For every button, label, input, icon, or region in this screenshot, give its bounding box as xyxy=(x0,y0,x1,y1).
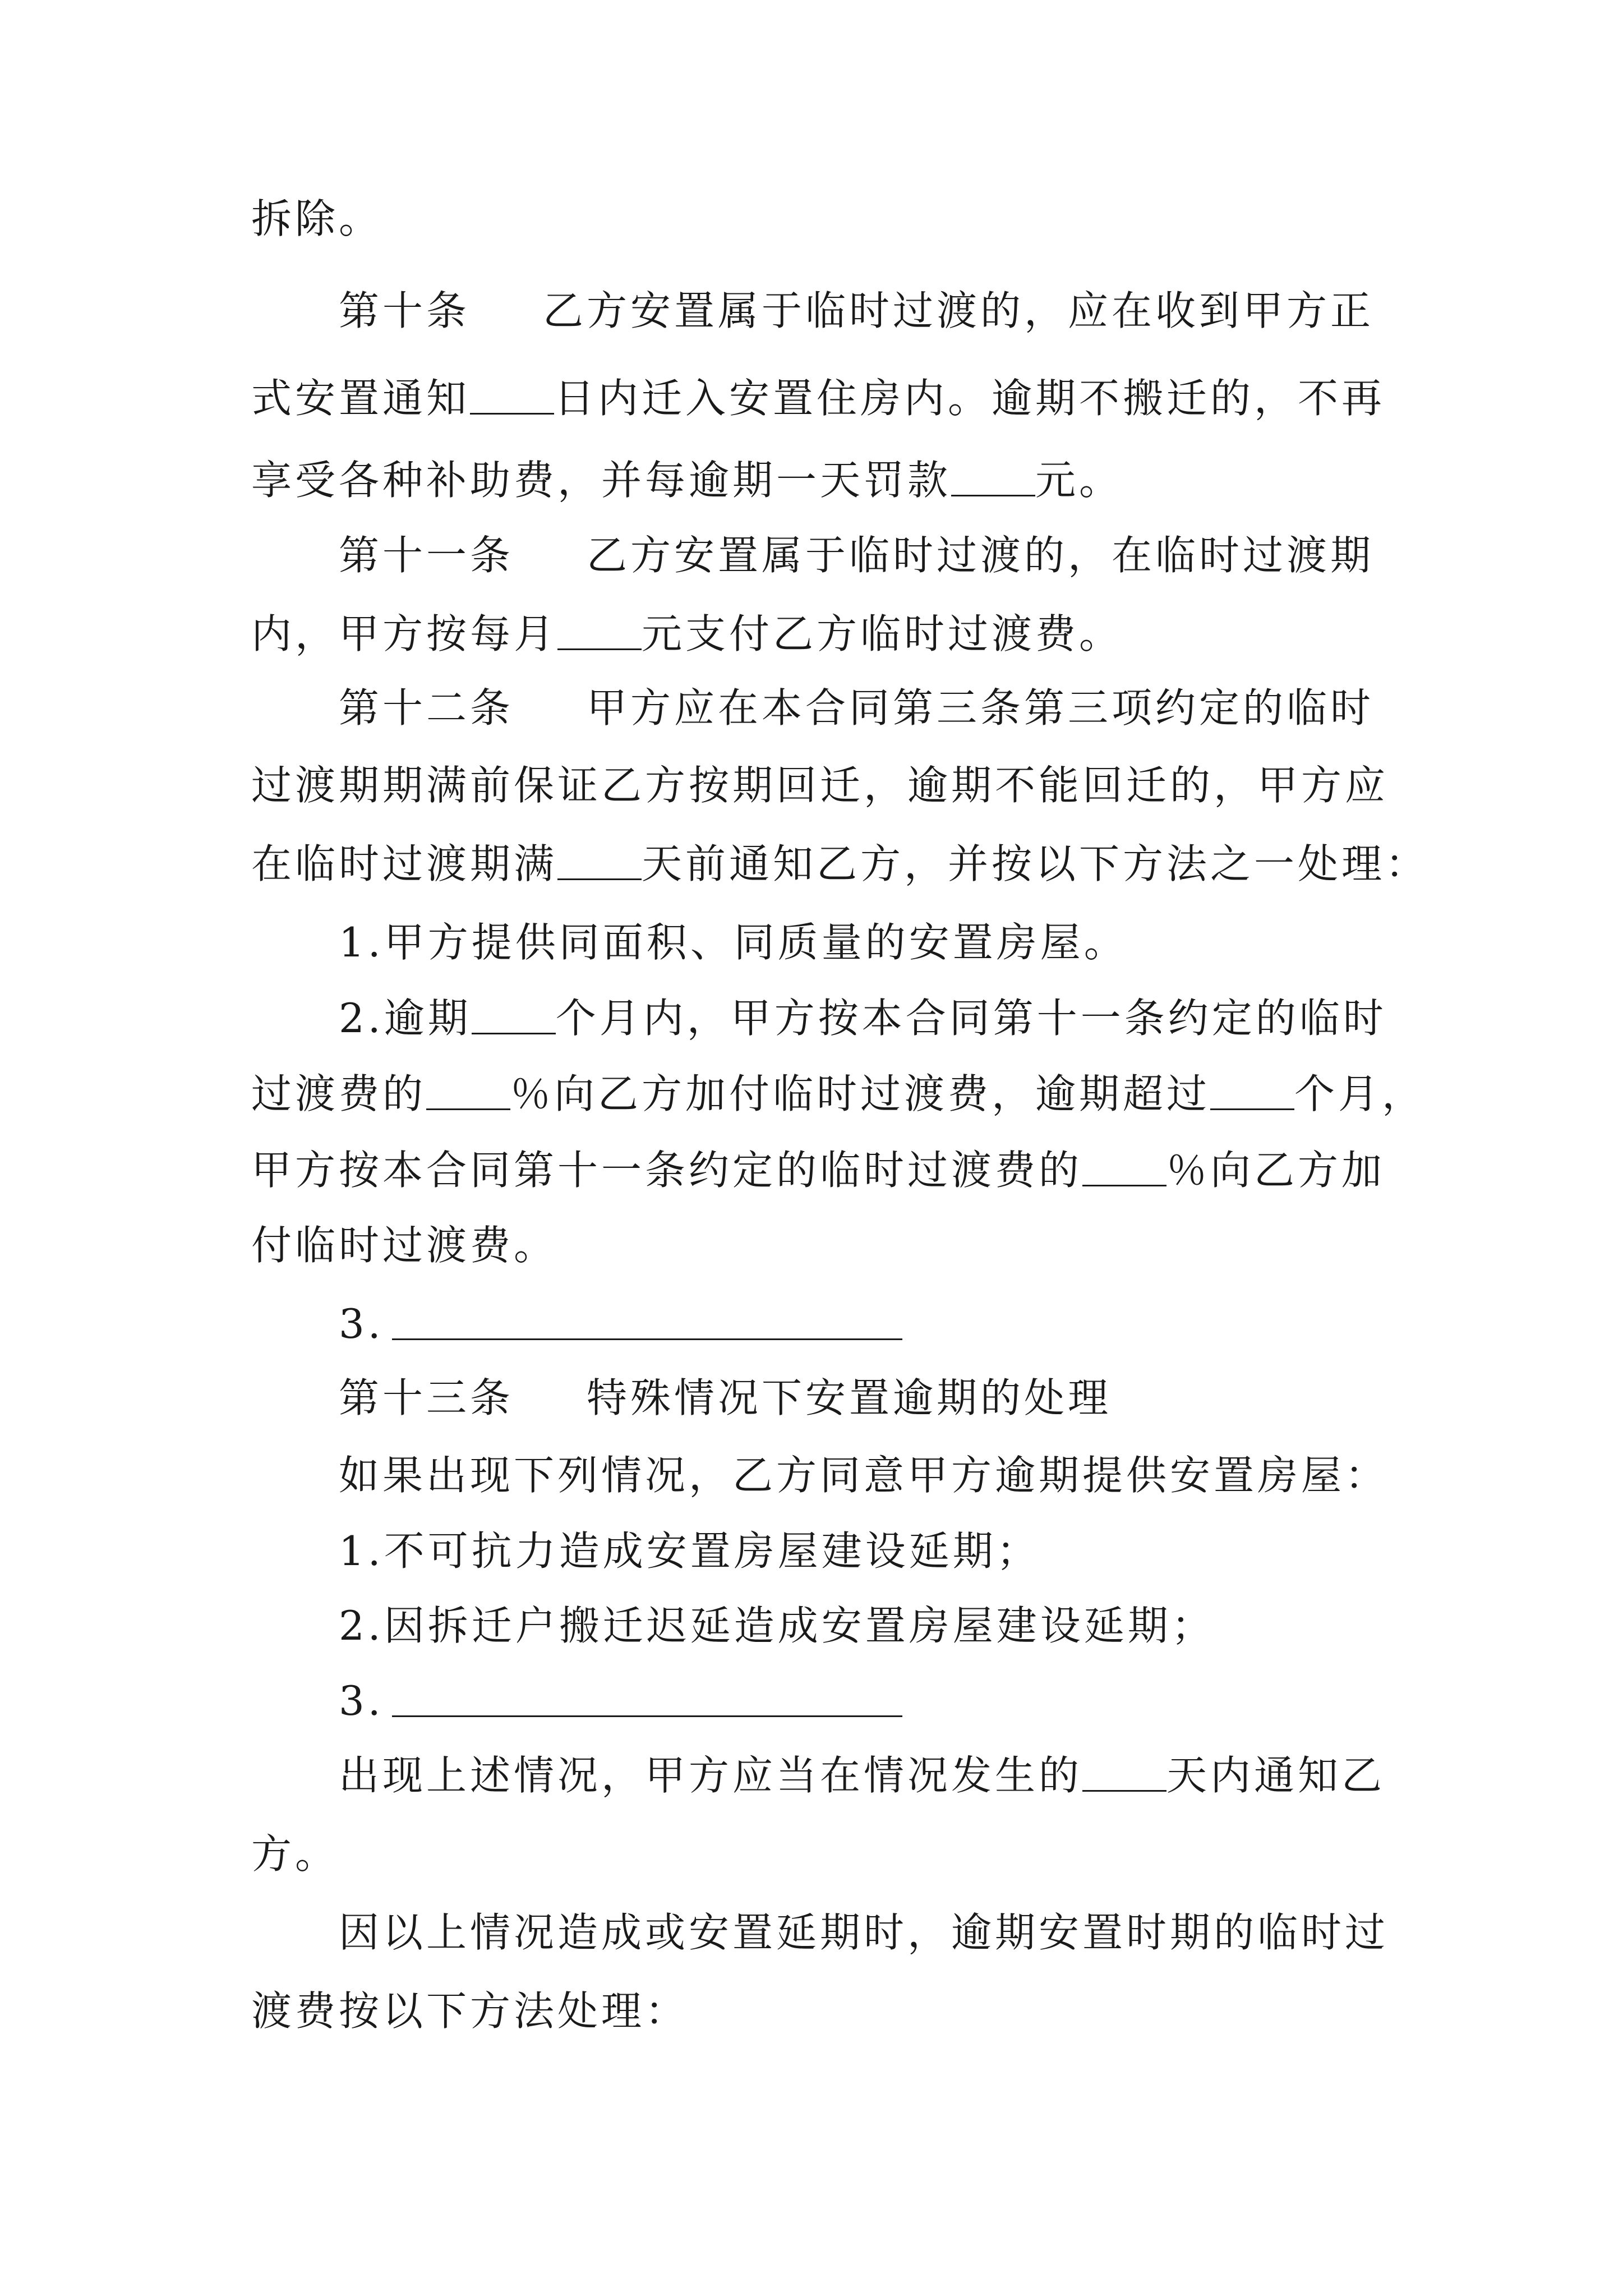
line-text: 第十一条 xyxy=(339,532,514,579)
line-text: 天前通知乙方，并按以下方法之一处理： xyxy=(642,840,1430,887)
paragraph-line xyxy=(339,680,1494,736)
line-text: 个月内，甲方按本合同第十一条约定的临时 xyxy=(555,995,1387,1042)
paragraph-line xyxy=(251,1983,1407,2039)
paragraph-line xyxy=(251,1826,1407,1882)
paragraph-line xyxy=(251,452,1407,508)
paragraph-line xyxy=(251,836,1430,892)
paragraph-line xyxy=(251,757,1407,813)
fill-in-blank xyxy=(472,999,556,1034)
line-text: 第十三条 xyxy=(339,1374,514,1421)
line-text: 乙方安置属于临时过渡的，应在收到甲方正 xyxy=(543,287,1375,334)
paragraph-line xyxy=(251,1217,1407,1273)
paragraph-line xyxy=(339,1370,1494,1426)
fill-in-blank xyxy=(1210,1075,1294,1110)
fill-in-blank xyxy=(1082,1756,1166,1792)
paragraph-line xyxy=(251,606,1407,662)
fill-in-blank xyxy=(557,615,642,650)
line-text: 天内通知乙 xyxy=(1166,1752,1386,1799)
paragraph-line xyxy=(251,1066,1426,1122)
paragraph-line xyxy=(339,1523,1494,1579)
fill-in-blank xyxy=(557,845,642,880)
fill-in-blank xyxy=(426,1075,510,1110)
line-text: 因以上情况造成或安置延期时，逾期安置时期的临时过 xyxy=(339,1909,1389,1956)
line-text: 如果出现下列情况，乙方同意甲方逾期提供安置房屋： xyxy=(339,1452,1389,1499)
paragraph-line xyxy=(251,370,1407,426)
line-text: 3. xyxy=(339,1677,384,1724)
line-text: 日内迁入安置住房内。逾期不搬迁的，不再 xyxy=(554,375,1386,422)
paragraph-line xyxy=(339,1747,1494,1803)
line-text: 特殊情况下安置逾期的处理 xyxy=(587,1374,1112,1421)
fill-in-blank xyxy=(392,1305,902,1340)
line-text: 个月， xyxy=(1294,1070,1426,1117)
line-text: 出现上述情况，甲方应当在情况发生的 xyxy=(339,1752,1083,1799)
line-text: 内，甲方按每月 xyxy=(251,610,558,657)
paragraph-line xyxy=(339,990,1494,1046)
line-text: 过渡费的 xyxy=(251,1070,427,1117)
line-text: 过渡期期满前保证乙方按期回迁，逾期不能回迁的，甲方应 xyxy=(251,762,1389,809)
line-text: 1.不可抗力造成安置房屋建设延期； xyxy=(339,1527,1040,1575)
paragraph-line xyxy=(251,191,1407,247)
paragraph-line xyxy=(339,527,1494,583)
line-text: 乙方安置属于临时过渡的，在临时过渡期 xyxy=(587,532,1375,579)
line-text: 1.甲方提供同面积、同质量的安置房屋。 xyxy=(339,919,1128,966)
line-text: 在临时过渡期满 xyxy=(251,840,558,887)
line-text: 甲方应在本合同第三条第三项约定的临时 xyxy=(587,684,1375,731)
fill-in-blank xyxy=(392,1682,902,1717)
paragraph-line xyxy=(339,283,1494,339)
paragraph-line xyxy=(339,1904,1494,1961)
line-text: 式安置通知 xyxy=(251,375,471,422)
line-text: 方。 xyxy=(251,1830,339,1878)
line-text: 渡费按以下方法处理： xyxy=(251,1987,689,2035)
line-text: 享受各种补助费，并每逾期一天罚款 xyxy=(251,457,952,504)
fill-in-blank xyxy=(1082,1151,1166,1186)
paragraph-line xyxy=(339,1296,1494,1352)
line-text: 甲方按本合同第十一条约定的临时过渡费的 xyxy=(251,1147,1083,1194)
line-text: ％向乙方加付临时过渡费，逾期超过 xyxy=(510,1070,1211,1117)
line-text: 第十二条 xyxy=(339,684,514,731)
paragraph-line xyxy=(339,1447,1494,1503)
paragraph-line xyxy=(251,1142,1407,1198)
line-text: 第十条 xyxy=(339,287,471,334)
fill-in-blank xyxy=(470,379,554,415)
paragraph-line xyxy=(339,914,1494,970)
fill-in-blank xyxy=(951,461,1035,496)
line-text: 拆除。 xyxy=(251,195,383,242)
line-text: 付临时过渡费。 xyxy=(251,1222,558,1269)
line-text: ％向乙方加 xyxy=(1166,1147,1386,1194)
line-text: 元支付乙方临时过渡费。 xyxy=(642,610,1123,657)
paragraph-line xyxy=(339,1598,1494,1654)
paragraph-line xyxy=(339,1673,1494,1729)
line-text: 2.因拆迁户搬迁迟延造成安置房屋建设延期； xyxy=(339,1602,1215,1649)
line-text: 3. xyxy=(339,1300,384,1347)
line-text: 2.逾期 xyxy=(339,995,472,1042)
line-text: 元。 xyxy=(1035,457,1123,504)
